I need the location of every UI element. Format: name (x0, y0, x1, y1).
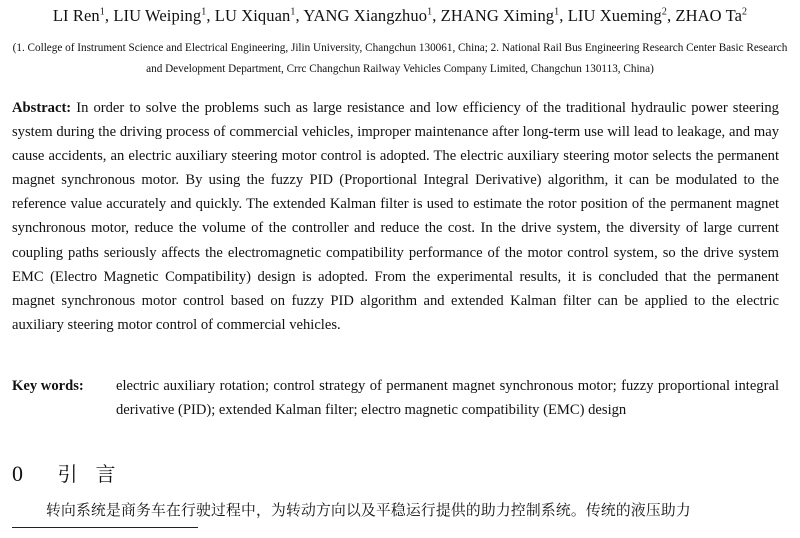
footnote-divider (12, 527, 198, 528)
body-paragraph: 转向系统是商务车在行驶过程中，为转动方向以及平稳运行提供的助力控制系统。传统的液压助力 (46, 502, 691, 519)
abstract-text: In order to solve the problems such as large resistance and low efficiency of the traditional hydraulic power steering system during the driving process of commercial vehicles, improper maintenance after long-term use will lead to leakage, and may cause accidents, an electric auxiliary steering motor control is adopted. The electric auxiliary steering motor selects the permanent magnet synchronous motor. By using the fuzzy PID (Proportional Integral Derivative) algorithm, it can be modulated to the reference value accurately and quickly. The extended Kalman filter is used to estimate the rotor position of the permanent magnet synchronous motor, reduce the volume of the controller and reduce the cost. In the drive system, the diversity of large current coupling paths seriously affects the electromagnetic compatibility performance of the motor control system, so the drive system EMC (Electro Magnetic Compatibility) design is adopted. From the experimental results, it is concluded that the permanent magnet synchronous motor control based on fuzzy PID algorithm and extended Kalman filter can be applied to the electric auxiliary steering motor control of commercial vehicles. (12, 100, 779, 333)
section-title: 引言 (57, 462, 134, 486)
author: ZHANG Ximing$^1$ (440, 6, 560, 25)
author-affiliation-mark: 1 (290, 6, 296, 18)
author: LU Xiquan$^1$ (214, 6, 296, 25)
author-affiliation-mark: 2 (742, 6, 748, 18)
keywords-text: electric auxiliary rotation; control strategy of permanent magnet synchronous motor; fuzzy proportional integral derivative (PID); extended Kalman filter; electro magnetic compatibility (EMC) design (116, 378, 779, 419)
author: ZHAO Ta$^2$ (675, 6, 748, 25)
author-affiliation-mark: 2 (661, 6, 667, 18)
keywords (12, 374, 779, 422)
author: LI Ren$^1$ (52, 6, 105, 25)
section-number: 0 (12, 461, 23, 486)
author-affiliation-mark: 1 (201, 6, 207, 18)
author: YANG Xiangzhuo$^1$ (303, 6, 433, 25)
keywords-label: Key words: (12, 378, 84, 394)
affiliations: (1. College of Instrument Science and Electrical Engineering, Jilin University, Changchun 130061, China; 2. National Rail Bus Engineering Research Center Basic Research and Development Department, Crrc Changchun Railway Vehicles Company Limited, Changchun 130113, China) (12, 42, 788, 75)
section-heading (12, 458, 134, 487)
author: LIU Weiping$^1$ (113, 6, 207, 25)
abstract-label: Abstract: (12, 100, 72, 116)
author-list: LI Ren$^1$, LIU Weiping$^1$, LU Xiquan$^1$, YANG Xiangzhuo$^1$, ZHANG Ximing$^1$, LIU Xueming$^2$, ZHAO Ta$^2$ (52, 6, 748, 25)
abstract (12, 96, 779, 337)
author-affiliation-mark: 1 (99, 6, 105, 18)
author-affiliation-mark: 1 (427, 6, 433, 18)
author-affiliation-mark: 1 (554, 6, 560, 18)
author: LIU Xueming$^2$ (567, 6, 667, 25)
